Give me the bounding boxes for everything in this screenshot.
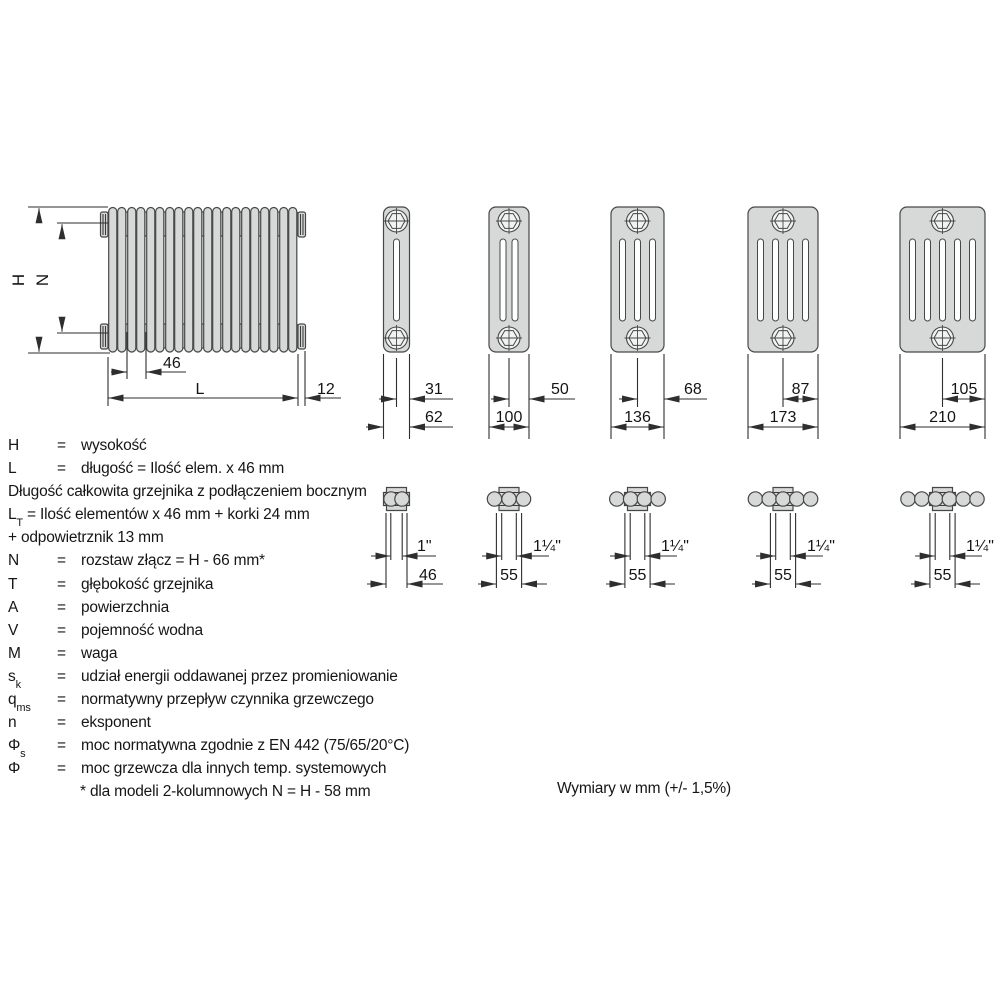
legend-row-M: M = waga [8, 644, 118, 662]
top-view-3col [478, 488, 561, 589]
dim-label-half-depth-4col: 68 [684, 381, 702, 398]
dim-label-thread-4col: 1¼" [661, 538, 689, 555]
legend-row-A: A = powierzchnia [8, 598, 170, 616]
top-view-6col [901, 488, 994, 589]
dim-label-half-depth-6col: 105 [950, 381, 978, 398]
dim-label-half-depth-2col: 31 [425, 381, 443, 398]
dim-label-height-H: H [9, 273, 28, 287]
legend [8, 434, 488, 804]
legend-row-air-vent: + odpowietrznik 13 mm [8, 529, 164, 547]
radiator-front-view [101, 208, 306, 353]
legend-row-L: L = długość = Ilość elem. x 46 mm [8, 460, 285, 478]
legend-row-V: V = pojemność wodna [8, 621, 203, 639]
height-dimensions [9, 207, 110, 353]
dim-label-thread-2col: 1" [417, 538, 432, 555]
dim-label-pitch-2col: 46 [419, 567, 437, 584]
dim-label-length-L: L [195, 381, 205, 398]
dimensions-note: Wymiary w mm (+/- 1,5%) [557, 780, 731, 797]
connection-boss-bottom-left [101, 324, 109, 349]
dim-label-thread-3col: 1¼" [533, 538, 561, 555]
top-view-4col [606, 488, 689, 589]
dim-label-pitch-4col: 55 [628, 567, 647, 584]
cross-section-5col [748, 207, 818, 439]
legend-row-n: n = eksponent [8, 714, 151, 732]
dim-label-depth-3col: 100 [495, 409, 523, 426]
legend-row-2col-note: * dla modeli 2-kolumnowych N = H - 58 mm [80, 783, 371, 801]
legend-row-sk: $s_k=$ udział energii oddawanej przez promieniowanie [8, 667, 398, 692]
cross-section-4col [611, 207, 707, 439]
dim-label-thread-6col: 1¼" [966, 538, 994, 555]
dim-label-thread-5col: 1¼" [807, 538, 835, 555]
dim-label-depth-5col: 173 [769, 409, 797, 426]
dim-label-connection-spacing-N: N [33, 273, 52, 287]
connection-boss-top-right [298, 212, 306, 237]
legend-row-qms: $q_{ms}=$ normatywny przepływ czynnika grzewczego [8, 691, 374, 715]
dim-label-pitch-3col: 55 [500, 567, 518, 584]
legend-row-T: T = głębokość grzejnika [8, 575, 214, 593]
dim-label-depth-6col: 210 [929, 409, 956, 426]
dim-label-pitch-6col: 55 [933, 567, 952, 584]
legend-row-H: H = wysokość [8, 437, 147, 454]
dim-label-pitch-5col: 55 [774, 567, 792, 584]
connection-boss-bottom-right [298, 324, 306, 349]
cross-section-6col [900, 207, 985, 439]
legend-row-phi: Φ = moc grzewcza dla innych temp. systemowych [8, 760, 387, 778]
dim-label-end-extension: 12 [317, 381, 335, 398]
cross-section-2col [366, 207, 453, 439]
legend-row-total-length-note: Długość całkowita grzejnika z podłączeniem bocznym [8, 483, 367, 501]
legend-row-N: N = rozstaw złącz = H - 66 mm* [8, 552, 265, 570]
dim-label-element-pitch: 46 [163, 355, 181, 372]
connection-boss-top-left [101, 212, 109, 237]
legend-row-phi-s: $\Phi_s=$ moc normatywna zgodnie z EN 442 (75/65/20°C) [8, 737, 410, 761]
legend-row-LT: $L_T$ = Ilość elementów x 46 mm + korki 24 mm [8, 506, 310, 530]
dim-label-depth-4col: 136 [624, 409, 651, 426]
dim-label-depth-2col: 62 [425, 409, 443, 426]
top-view-5col [748, 488, 835, 589]
cross-section-3col [489, 207, 575, 439]
dim-label-half-depth-3col: 50 [551, 381, 569, 398]
dim-label-half-depth-5col: 87 [791, 381, 810, 398]
